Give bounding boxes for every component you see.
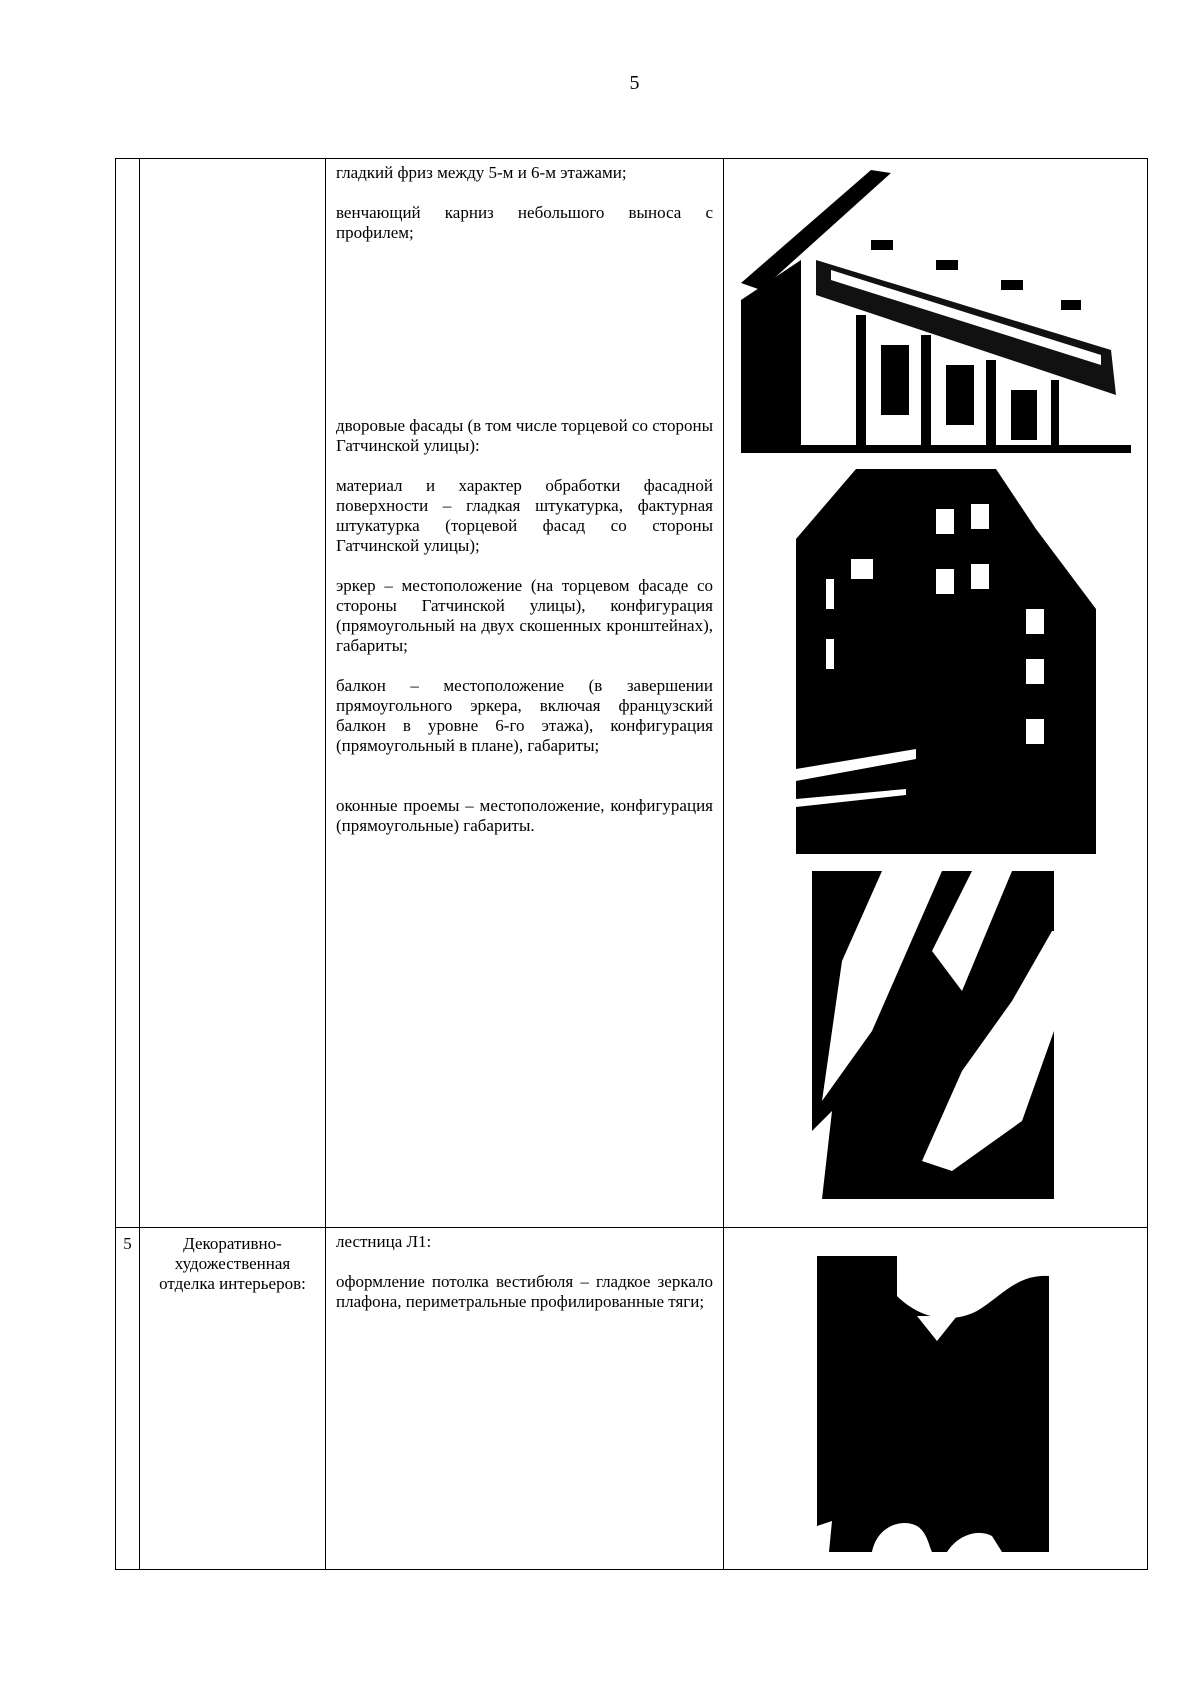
courtyard-facade-photo (796, 469, 1096, 854)
description-paragraph: лестница Л1: (336, 1232, 432, 1251)
photo-cell (724, 159, 1148, 1228)
description-cell (326, 159, 724, 1228)
page-number: 5 (629, 72, 640, 94)
table-row (116, 1228, 1148, 1570)
row-number: 5 (116, 1228, 140, 1570)
description-paragraph: дворовые фасады (в том числе торцевой со стороны Гатчинской улицы): (336, 416, 713, 455)
object-name: Декоративно-художественная отделка интерьеров: (140, 1228, 326, 1570)
description-paragraph: оформление потолка вестибюля – гладкое зеркало плафона, периметральные профилированные тяги; (336, 1272, 713, 1311)
description-paragraph: балкон – местоположение (в завершении прямоугольного эркера, включая французский балкон в уровне 6-го этажа), конфигурация (прямоугольный в плане), габариты; (336, 676, 713, 755)
description-paragraph: венчающий карниз небольшого выноса с профилем; (336, 203, 713, 242)
window-openings-photo (812, 871, 1054, 1199)
description-cell (326, 1228, 724, 1570)
description-paragraph: гладкий фриз между 5-м и 6-м этажами; (336, 163, 627, 182)
table-row (116, 159, 1148, 1228)
description-paragraph: эркер – местоположение (на торцевом фасаде со стороны Гатчинской улицы), конфигурация (прямоугольный на двух скошенных кронштейнах), габариты; (336, 576, 713, 655)
vestibule-ceiling-photo (817, 1256, 1049, 1552)
heritage-table (115, 158, 1148, 1570)
object-name (140, 159, 326, 1228)
description-paragraph: материал и характер обработки фасадной поверхности – гладкая штукатурка, фактурная штукатурка (торцевой фасад со стороны Гатчинской улицы); (336, 476, 713, 555)
description-paragraph: оконные проемы – местоположение, конфигурация (прямоугольные) габариты. (336, 796, 713, 835)
photo-cell (724, 1228, 1148, 1570)
cornice-balcony-photo (741, 165, 1131, 453)
row-number (116, 159, 140, 1228)
